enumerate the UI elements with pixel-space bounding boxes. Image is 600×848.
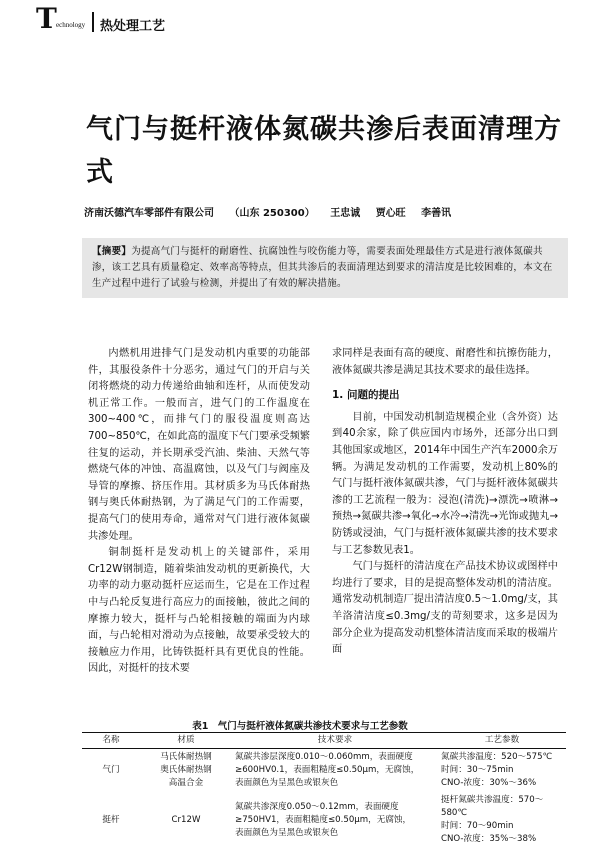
abstract-label: 【摘要】: [92, 246, 132, 257]
table-cell-name: 挺杆: [102, 814, 120, 825]
param-line: 时间：70～90min: [441, 821, 514, 831]
body-right-column: [332, 346, 558, 659]
requirement-line: 氮碳共渗深度0.050～0.12mm，表面硬度: [235, 801, 399, 812]
table-header-cell: 名称: [82, 733, 140, 749]
table-cell-requirement: [232, 749, 438, 793]
table-cell-params: [438, 792, 566, 848]
parameter-table: [82, 732, 566, 848]
article-title: 气门与挺杆液体氮碳共渗后表面清理方式: [86, 114, 562, 188]
running-header: [36, 2, 576, 38]
body-paragraph: 目前，中国发动机制造规模企业（含外资）达到40余家，除了供应国内市场外，还部分出口到其他国家或地区，2014年中国生产汽车2000余万辆。为满足发动机的工作需要，发动机上80%的气门与挺杆液体氮碳共渗，气门与挺杆液体氮碳共渗的工艺流程一般为：浸泡(清洗)→漂洗→喷淋→预热→氮碳共渗→氧化→水冷→清洗→光饰或抛丸→防锈或浸油，气门与挺杆液体氮碳共渗的技术要求与工艺参数见表1。: [332, 411, 558, 556]
location: （山东 250300）: [229, 208, 315, 219]
table-row: [82, 749, 566, 793]
requirement-line: ≥750HV1，表面粗糙度≤0.50μm，无腐蚀，: [235, 814, 412, 825]
author-3: 李善讯: [421, 208, 452, 219]
abstract: [82, 238, 568, 298]
author-1: 王忠诚: [330, 208, 361, 219]
header-logo-word: echnology: [56, 21, 86, 29]
requirement-line: 表面颜色为呈黑色或银灰色: [235, 827, 339, 838]
header-divider: [92, 12, 94, 32]
body-paragraph: 求同样是表面有高的硬度、耐磨性和抗擦伤能力，液体氮碳共渗是满足其技术要求的最佳选择。: [332, 348, 558, 376]
param-line: CNO-浓度：30%～36%: [441, 778, 537, 788]
table-header-cell: 技术要求: [232, 733, 438, 749]
material-line: 马氏体耐热钢: [160, 752, 212, 762]
requirement-line: 氮碳共渗层深度0.010～0.060mm，表面硬度: [235, 752, 413, 762]
param-line: 时间：30～75min: [441, 765, 514, 775]
table-caption: 表1 气门与挺杆液体氮碳共渗技术要求与工艺参数: [192, 721, 408, 732]
header-column-name: 热处理工艺: [100, 19, 166, 34]
table-header-cell: 材质: [140, 733, 232, 749]
requirement-line: 表面颜色为呈黑色或银灰色: [235, 778, 339, 788]
header-logo-letter: T: [36, 2, 57, 35]
table-cell-material: [140, 792, 232, 848]
table-header-row: [82, 733, 566, 749]
abstract-text: 为提高气门与挺杆的耐磨性、抗腐蚀性与咬伤能力等，需要表面处理最佳方式是进行液体氮碳共渗，该工艺具有质量稳定、效率高等特点，但其共渗后的表面清理达到要求的清洁度是比较困难的，本文在生产过程中进行了试验与检测，并提出了有效的解决措施。: [92, 246, 553, 289]
param-line: 挺杆氮碳共渗温度：570～580℃: [441, 795, 544, 818]
table-cell-material: [140, 749, 232, 793]
material-line: 高温合金: [168, 778, 204, 788]
body-paragraph: 铜制挺杆是发动机上的关键部件，采用Cr12W钢制造，随着柴油发动机的更新换代，大功率的动力驱动挺杆应运而生，它是在工作过程中与凸轮反复进行高应力的面接触，彼此之间的摩擦力较大，挺杆与凸轮相接触的端面为内球面，与凸轮相对滑动为点接触，故要承受较大的接触应力作用，比铸铁挺杆具有更优良的性能。因此，对挺杆的技术要: [88, 547, 310, 675]
table-cell-name: 气门: [102, 765, 120, 775]
requirement-line: ≥600HV0.1，表面粗糙度≤0.50μm，无腐蚀，: [235, 765, 420, 775]
section-heading: 1. 问题的提出: [332, 389, 400, 402]
table-header-cell: 工艺参数: [438, 733, 566, 749]
table-cell-params: [438, 749, 566, 793]
param-line: CNO-浓度：35%～38%: [441, 834, 537, 844]
table-row: [82, 792, 566, 848]
author-2: 贾心旺: [375, 208, 406, 219]
table-cell-requirement: [232, 792, 438, 848]
param-line: 氮碳共渗温度：520～575℃: [441, 752, 553, 762]
body-paragraph: 气门与挺杆的清洁度在产品技术协议或图样中均进行了要求，目的是提高整体发动机的清洁度。通常发动机制造厂提出清洁度0.5～1.0mg/支，其羊洛清洁度≤0.3mg/支的苛刻要求，这多是因为部分企业为提高发动机整体清洁度而采取的极端片面: [332, 561, 558, 656]
body-paragraph: 内燃机用进排气门是发动机内重要的功能部件，其服役条件十分恶劣，通过气门的开启与关闭将燃烧的动力传递给曲轴和连杆，从而使发动机正常工作。一般而言，进气门的工作温度在300~400℃，而排气门的服役温度则高达700~850℃，在如此高的温度下气门要承受频繁往复的运动，并长期承受汽油、柴油、天然气等燃烧气体的冲蚀、高温腐蚀，以及气门与阀座及导管的摩擦、挤压作用。其材质多为马氏体耐热钢与奥氏体耐热钢，为了满足气门的工作需要，提高气门的使用寿命，通常对气门进行液体氮碳共渗处理。: [88, 348, 310, 542]
author-line: [84, 204, 463, 219]
material-line: Cr12W: [171, 814, 201, 825]
material-line: 奥氏体耐热钢: [160, 765, 212, 775]
body-left-column: [88, 346, 310, 678]
affiliation: 济南沃德汽车零部件有限公司: [84, 208, 214, 219]
